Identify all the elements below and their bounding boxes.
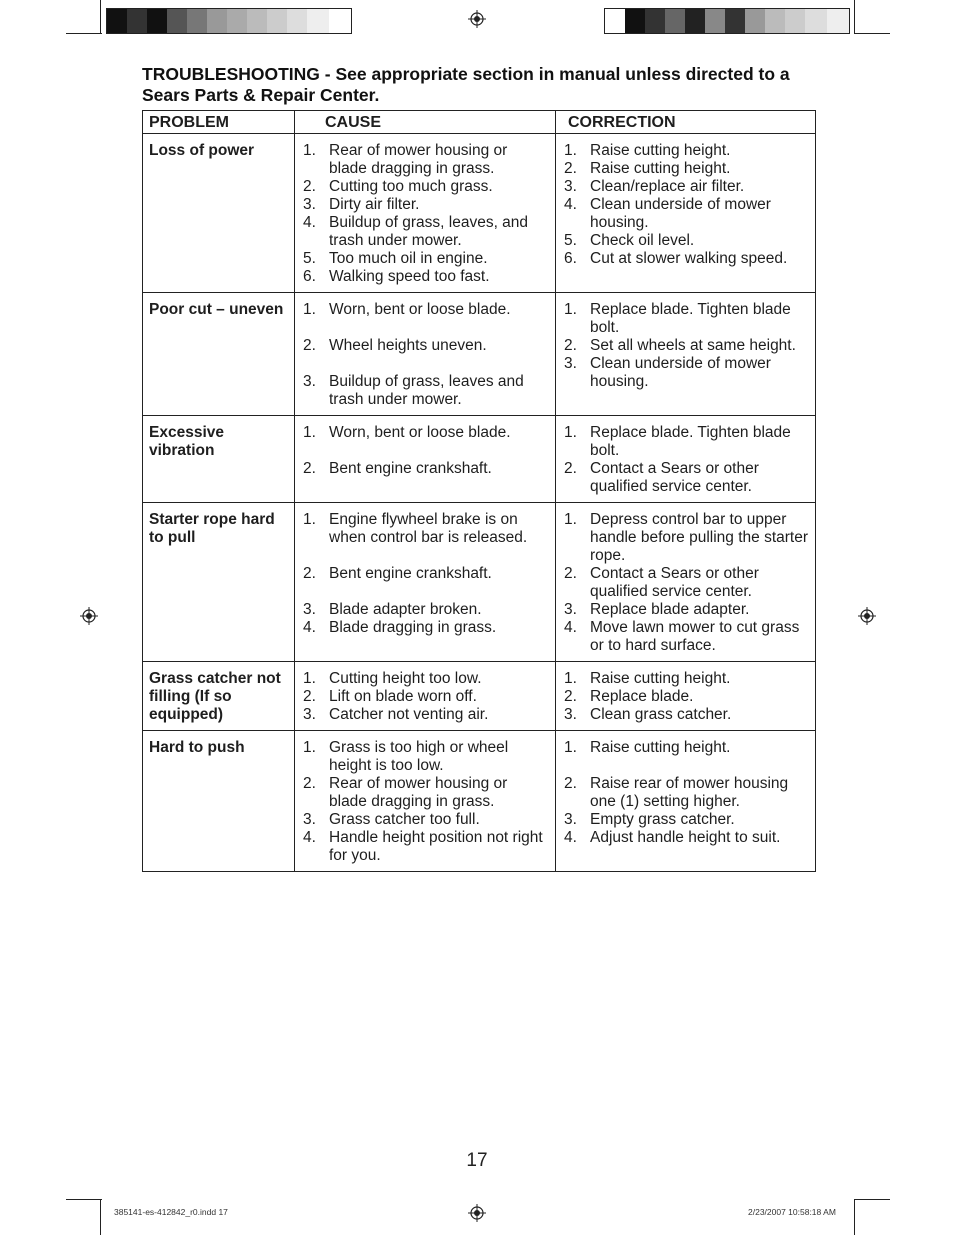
item-text: Dirty air filter.	[329, 196, 420, 213]
cause-cell	[295, 731, 556, 872]
correction-list	[562, 511, 809, 655]
registration-crosshair-icon	[468, 10, 486, 28]
list-item	[301, 565, 549, 583]
item-text: Cut at slower walking speed.	[590, 250, 788, 267]
list-item	[562, 196, 809, 232]
item-number: 1.	[303, 142, 316, 159]
list-item	[562, 670, 809, 688]
item-text: Blade adapter broken.	[329, 601, 482, 618]
list-item	[562, 811, 809, 829]
item-number: 6.	[303, 268, 316, 285]
cause-cell	[295, 293, 556, 416]
crop-mark-bottom-left-h	[66, 1199, 102, 1200]
problem-cell: Excessive vibration	[143, 416, 295, 503]
item-number: 3.	[564, 706, 577, 723]
item-number: 2.	[303, 337, 316, 354]
item-text: Check oil level.	[590, 232, 695, 249]
item-text: Worn, bent or loose blade.	[329, 301, 511, 318]
cause-list	[301, 511, 549, 637]
item-text: Clean grass catcher.	[590, 706, 732, 723]
list-item	[301, 811, 549, 829]
crop-mark-top-right-v	[854, 0, 855, 34]
list-item	[301, 337, 549, 355]
item-number: 4.	[564, 829, 577, 846]
item-text: Catcher not venting air.	[329, 706, 489, 723]
item-number: 3.	[303, 373, 316, 390]
list-item	[562, 178, 809, 196]
item-text: Worn, bent or loose blade.	[329, 424, 511, 441]
page-title: TROUBLESHOOTING - See appropriate section in manual unless directed to a Sears Parts & Repair Center.	[142, 64, 790, 105]
item-text: Raise rear of mower housing one (1) setting higher.	[590, 775, 789, 810]
item-text: Empty grass catcher.	[590, 811, 735, 828]
item-text: Walking speed too fast.	[329, 268, 490, 285]
table-row	[143, 731, 816, 872]
correction-cell	[556, 134, 816, 293]
item-number: 2.	[303, 775, 316, 792]
print-color-bar-left	[106, 8, 352, 34]
item-text: Set all wheels at same height.	[590, 337, 796, 354]
troubleshooting-table	[142, 110, 816, 872]
print-color-bar-right	[604, 8, 850, 34]
item-number: 1.	[564, 142, 577, 159]
item-number: 4.	[564, 619, 577, 636]
list-item	[301, 178, 549, 196]
cause-list	[301, 670, 549, 724]
list-item	[562, 460, 809, 496]
list-item	[301, 670, 549, 688]
footer-file-name: 385141-es-412842_r0.indd 17	[114, 1207, 228, 1217]
item-number: 2.	[303, 688, 316, 705]
list-item	[562, 775, 809, 811]
list-item	[562, 142, 809, 160]
list-item	[562, 232, 809, 250]
item-number: 2.	[564, 460, 577, 477]
item-text: Replace blade. Tighten blade bolt.	[590, 301, 791, 336]
item-text: Replace blade.	[590, 688, 694, 705]
correction-cell	[556, 503, 816, 662]
cause-list	[301, 142, 549, 286]
list-item	[562, 829, 809, 847]
cause-cell	[295, 416, 556, 503]
table-row	[143, 503, 816, 662]
list-item	[562, 688, 809, 706]
item-text: Contact a Sears or other qualified service center.	[590, 565, 759, 600]
item-number: 1.	[564, 739, 577, 756]
list-item	[562, 739, 809, 757]
item-text: Rear of mower housing or blade dragging in grass.	[329, 775, 508, 810]
correction-list	[562, 670, 809, 724]
item-text: Clean underside of mower housing.	[590, 355, 771, 390]
list-item	[301, 250, 549, 268]
list-item	[301, 601, 549, 619]
item-text: Cutting too much grass.	[329, 178, 493, 195]
item-text: Replace blade adapter.	[590, 601, 750, 618]
item-text: Clean/replace air filter.	[590, 178, 745, 195]
table-row	[143, 662, 816, 731]
item-number: 1.	[303, 739, 316, 756]
cause-list	[301, 739, 549, 865]
item-text: Raise cutting height.	[590, 670, 731, 687]
list-item	[301, 214, 549, 250]
item-text: Cutting height too low.	[329, 670, 482, 687]
list-item	[301, 688, 549, 706]
list-item	[301, 268, 549, 286]
crop-mark-bottom-right-h	[854, 1199, 890, 1200]
item-number: 2.	[564, 775, 577, 792]
item-number: 3.	[303, 196, 316, 213]
registration-crosshair-icon	[468, 1204, 486, 1222]
item-number: 3.	[564, 355, 577, 372]
list-item	[301, 739, 549, 775]
crop-mark-top-right-h	[854, 33, 890, 34]
item-text: Bent engine crankshaft.	[329, 460, 492, 477]
item-text: Adjust handle height to suit.	[590, 829, 781, 846]
item-number: 3.	[303, 601, 316, 618]
item-number: 2.	[564, 688, 577, 705]
item-number: 2.	[303, 565, 316, 582]
header-problem: PROBLEM	[143, 111, 295, 134]
correction-list	[562, 739, 809, 847]
item-number: 3.	[564, 178, 577, 195]
item-text: Raise cutting height.	[590, 739, 731, 756]
item-text: Wheel heights uneven.	[329, 337, 487, 354]
item-text: Clean underside of mower housing.	[590, 196, 771, 231]
list-item	[562, 601, 809, 619]
item-number: 3.	[303, 811, 316, 828]
item-text: Too much oil in engine.	[329, 250, 488, 267]
footer-timestamp: 2/23/2007 10:58:18 AM	[748, 1207, 836, 1217]
crop-mark-bottom-left-v	[100, 1199, 101, 1235]
item-number: 1.	[564, 511, 577, 528]
item-text: Bent engine crankshaft.	[329, 565, 492, 582]
item-number: 2.	[303, 178, 316, 195]
list-item	[301, 301, 549, 319]
item-text: Grass catcher too full.	[329, 811, 480, 828]
item-number: 1.	[303, 670, 316, 687]
list-item	[562, 565, 809, 601]
correction-cell	[556, 416, 816, 503]
item-number: 4.	[303, 829, 316, 846]
item-number: 3.	[303, 706, 316, 723]
list-item	[562, 250, 809, 268]
item-number: 5.	[303, 250, 316, 267]
correction-list	[562, 301, 809, 391]
cause-list	[301, 424, 549, 478]
item-number: 2.	[564, 160, 577, 177]
item-number: 1.	[564, 670, 577, 687]
item-text: Replace blade. Tighten blade bolt.	[590, 424, 791, 459]
page-number: 17	[466, 1150, 488, 1171]
item-text: Buildup of grass, leaves and trash under mower.	[329, 373, 524, 408]
list-item	[562, 337, 809, 355]
item-number: 4.	[303, 214, 316, 231]
item-number: 1.	[564, 301, 577, 318]
item-number: 3.	[564, 601, 577, 618]
cause-cell	[295, 134, 556, 293]
problem-cell: Poor cut – uneven	[143, 293, 295, 416]
crop-mark-top-left-v	[100, 0, 101, 34]
list-item	[562, 301, 809, 337]
item-text: Rear of mower housing or blade dragging in grass.	[329, 142, 508, 177]
correction-cell	[556, 293, 816, 416]
list-item	[562, 619, 809, 655]
list-item	[301, 829, 549, 865]
list-item	[562, 511, 809, 565]
item-text: Lift on blade worn off.	[329, 688, 477, 705]
header-cause: CAUSE	[295, 111, 556, 134]
list-item	[301, 460, 549, 478]
registration-crosshair-icon	[858, 607, 876, 625]
list-item	[562, 355, 809, 391]
item-number: 1.	[303, 301, 316, 318]
correction-cell	[556, 662, 816, 731]
list-item	[301, 142, 549, 178]
list-item	[562, 706, 809, 724]
table-row	[143, 134, 816, 293]
item-text: Raise cutting height.	[590, 160, 731, 177]
item-text: Grass is too high or wheel height is too low.	[329, 739, 509, 774]
cause-cell	[295, 662, 556, 731]
item-text: Raise cutting height.	[590, 142, 731, 159]
item-number: 6.	[564, 250, 577, 267]
item-number: 4.	[303, 619, 316, 636]
list-item	[301, 424, 549, 442]
item-text: Handle height position not right for you.	[329, 829, 543, 864]
item-text: Depress control bar to upper handle before pulling the starter rope.	[590, 511, 809, 564]
problem-cell: Hard to push	[143, 731, 295, 872]
problem-cell: Starter rope hard to pull	[143, 503, 295, 662]
list-item	[301, 373, 549, 409]
table-header-row	[143, 111, 816, 134]
problem-cell: Loss of power	[143, 134, 295, 293]
correction-cell	[556, 731, 816, 872]
list-item	[301, 775, 549, 811]
item-number: 2.	[564, 565, 577, 582]
list-item	[301, 706, 549, 724]
correction-list	[562, 142, 809, 268]
correction-list	[562, 424, 809, 496]
item-number: 2.	[564, 337, 577, 354]
list-item	[562, 424, 809, 460]
cause-cell	[295, 503, 556, 662]
table-body	[143, 134, 816, 872]
table-row	[143, 293, 816, 416]
item-number: 1.	[303, 424, 316, 441]
crop-mark-top-left-h	[66, 33, 102, 34]
item-text: Blade dragging in grass.	[329, 619, 497, 636]
item-number: 1.	[564, 424, 577, 441]
item-text: Buildup of grass, leaves, and trash under mower.	[329, 214, 529, 249]
list-item	[562, 160, 809, 178]
registration-crosshair-icon	[80, 607, 98, 625]
item-number: 4.	[564, 196, 577, 213]
header-correction: CORRECTION	[556, 111, 816, 134]
problem-cell: Grass catcher not filling (If so equipped)	[143, 662, 295, 731]
item-text: Move lawn mower to cut grass or to hard surface.	[590, 619, 800, 654]
list-item	[301, 196, 549, 214]
item-number: 2.	[303, 460, 316, 477]
crop-mark-bottom-right-v	[854, 1199, 855, 1235]
item-number: 1.	[303, 511, 316, 528]
item-text: Engine flywheel brake is on when control bar is released.	[329, 511, 528, 546]
cause-list	[301, 301, 549, 409]
table-row	[143, 416, 816, 503]
item-text: Contact a Sears or other qualified service center.	[590, 460, 759, 495]
item-number: 5.	[564, 232, 577, 249]
list-item	[301, 511, 549, 547]
list-item	[301, 619, 549, 637]
item-number: 3.	[564, 811, 577, 828]
